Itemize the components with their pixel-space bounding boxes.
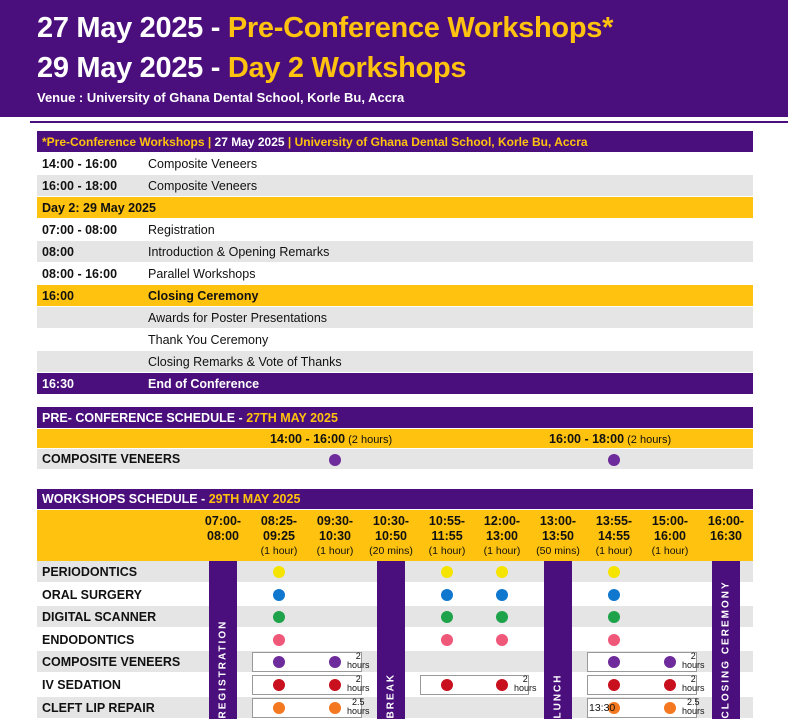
column-duration: (50 mins) (536, 545, 580, 557)
ws-title-b: 29TH MAY 2025 (208, 492, 301, 506)
column-end: 16:30 (710, 529, 742, 543)
column-duration: (1 hour) (651, 545, 689, 557)
column-start: 07:00- (204, 514, 242, 528)
session-dot (329, 679, 341, 691)
header-title-2: Day 2 Workshops (227, 52, 467, 84)
note-value: 2.5 (352, 696, 365, 707)
column-headers (37, 514, 753, 560)
row-desc: Awards for Poster Presentations (148, 310, 328, 325)
slot-1 (270, 432, 392, 446)
column-start: 12:00- (483, 514, 521, 528)
column-end: 14:55 (598, 529, 630, 543)
workshop-label: IV SEDATION (42, 678, 121, 692)
program-row (37, 263, 753, 285)
column-header (195, 514, 251, 544)
duration-note (347, 675, 370, 693)
session-dot (329, 454, 341, 466)
session-dot (496, 566, 508, 578)
page-header (0, 0, 788, 117)
header-line-2 (37, 52, 466, 85)
duration-note (514, 675, 537, 693)
row-time: 14:00 - 16:00 (42, 156, 118, 171)
row-desc: Registration (148, 222, 215, 237)
column-end: 08:00 (207, 529, 239, 543)
pre-title-a: PRE- CONFERENCE SCHEDULE - (42, 410, 247, 425)
pre-schedule-times (37, 429, 753, 449)
note-unit: hours (682, 683, 705, 693)
row-label: COMPOSITE VENEERS (42, 452, 181, 466)
session-box (587, 675, 697, 695)
row-desc: Thank You Ceremony (148, 332, 269, 347)
row-desc: Composite Veneers (148, 178, 258, 193)
program-row (37, 241, 753, 263)
column-header (363, 514, 419, 559)
column-duration: (1 hour) (316, 545, 354, 557)
session-dot (608, 679, 620, 691)
row-time: 07:00 - 08:00 (42, 222, 118, 237)
session-dot (329, 702, 341, 714)
column-start: 15:00- (651, 514, 689, 528)
column-header (586, 514, 642, 559)
registration-bar-label: REGISTRATION (217, 619, 229, 719)
note-unit: hours (682, 705, 705, 716)
pre-schedule-row (37, 449, 753, 470)
column-start: 08:25- (260, 514, 298, 528)
row-desc: Introduction & Opening Remarks (148, 244, 330, 259)
slot-2-duration: (2 hours) (624, 433, 672, 446)
divider (30, 121, 788, 123)
workshops-title-text (37, 492, 300, 506)
session-dot (664, 702, 676, 714)
session-box (587, 652, 697, 672)
duration-note (347, 698, 370, 716)
session-box (252, 698, 362, 718)
program-row (37, 307, 753, 329)
session-dot (496, 679, 508, 691)
session-dot (273, 702, 285, 714)
column-duration: (1 hour) (483, 545, 521, 557)
note-unit: hours (682, 660, 705, 671)
banner-a: *Pre-Conference Workshops | (42, 134, 215, 149)
session-dot (608, 634, 620, 646)
row-desc: Parallel Workshops (148, 266, 256, 281)
slot-2 (549, 432, 671, 446)
session-dot (441, 566, 453, 578)
column-end: 10:50 (375, 529, 407, 543)
note-value: 2.5 (687, 696, 700, 707)
session-box (420, 675, 529, 695)
column-end: 16:00 (654, 529, 686, 543)
program-row (37, 175, 753, 197)
workshop-label: PERIODONTICS (42, 565, 138, 579)
header-date-2: 29 May 2025 - (37, 52, 228, 84)
column-end: 10:30 (319, 529, 351, 543)
slot-1-duration: (2 hours) (345, 433, 393, 446)
workshop-label: ORAL SURGERY (42, 587, 143, 602)
column-duration: (1 hour) (260, 545, 298, 557)
session-box (252, 675, 362, 695)
pre-title-b: 27TH MAY 2025 (246, 410, 338, 425)
column-header (698, 514, 754, 544)
row-desc: Closing Ceremony (148, 288, 259, 303)
program-banner (37, 131, 753, 153)
session-dot (441, 679, 453, 691)
closing-ceremony-bar (712, 561, 740, 719)
session-dot (273, 589, 285, 601)
column-duration: (1 hour) (595, 545, 633, 557)
program-row (37, 153, 753, 175)
note-value: 2 (355, 651, 361, 662)
workshops-schedule (37, 489, 753, 721)
column-header (419, 514, 475, 559)
pre-schedule-title (37, 407, 753, 429)
column-header (474, 514, 530, 559)
start-time-label: 13:30 (589, 701, 616, 714)
column-start: 13:00- (539, 514, 577, 528)
duration-note (682, 652, 705, 670)
header-line-1 (37, 12, 613, 45)
column-header (530, 514, 586, 559)
slot-2-time: 16:00 - 18:00 (549, 431, 625, 446)
duration-note (682, 698, 705, 716)
session-box (252, 652, 362, 672)
column-start: 10:30- (372, 514, 410, 528)
duration-note (347, 652, 370, 670)
column-duration: (1 hour) (428, 545, 466, 557)
session-dot (273, 679, 285, 691)
session-dot (608, 566, 620, 578)
column-end: 11:55 (431, 529, 463, 543)
program-row-closing (37, 285, 753, 307)
slot-1-time: 14:00 - 16:00 (270, 431, 346, 446)
column-start: 16:00- (707, 514, 745, 528)
note-value: 2 (690, 674, 696, 684)
duration-note (682, 675, 705, 693)
break-bar (377, 561, 405, 719)
lunch-bar (544, 561, 572, 719)
row-desc: End of Conference (148, 376, 260, 391)
row-time: 16:00 - 18:00 (42, 178, 118, 193)
column-start: 10:55- (428, 514, 466, 528)
column-header (642, 514, 698, 559)
header-title-1: Pre-Conference Workshops* (227, 12, 614, 44)
program-row (37, 329, 753, 351)
session-dot (608, 454, 620, 466)
column-end: 09:25 (263, 529, 295, 543)
banner-b: 27 May 2025 (214, 134, 285, 149)
column-end: 13:00 (486, 529, 518, 543)
row-time: 08:00 (42, 244, 74, 259)
registration-bar (209, 561, 237, 719)
session-dot (273, 634, 285, 646)
session-dot (273, 566, 285, 578)
header-date-1: 27 May 2025 - (37, 12, 228, 44)
note-unit: hours (347, 660, 370, 671)
column-start: 09:30- (316, 514, 354, 528)
row-time: 16:00 (42, 288, 74, 303)
note-value: 2 (522, 674, 528, 684)
program-banner-text (42, 135, 588, 149)
break-bar-label: BREAK (385, 673, 397, 719)
workshop-label: CLEFT LIP REPAIR (42, 700, 155, 715)
column-end: 13:50 (542, 529, 574, 543)
column-duration: (20 mins) (369, 545, 413, 557)
workshop-label: ENDODONTICS (42, 632, 135, 647)
note-value: 2 (355, 674, 361, 684)
session-dot (496, 589, 508, 601)
column-start: 13:55- (595, 514, 633, 528)
row-time: Day 2: 29 May 2025 (42, 200, 156, 215)
closing-ceremony-bar-label: CLOSING CEREMONY (720, 580, 732, 719)
session-dot (441, 589, 453, 601)
session-dot (496, 634, 508, 646)
row-time: 16:30 (42, 376, 74, 391)
workshop-label: DIGITAL SCANNER (42, 610, 157, 625)
program-row (37, 219, 753, 241)
row-desc: Composite Veneers (148, 156, 258, 171)
session-dot (441, 634, 453, 646)
program-row (37, 351, 753, 373)
venue-text: Venue : University of Ghana Dental School, Korle Bu, Accra (37, 90, 405, 105)
workshop-label: COMPOSITE VENEERS (42, 655, 181, 670)
lunch-bar-label: LUNCH (552, 673, 564, 719)
column-header (251, 514, 307, 559)
row-time: 08:00 - 16:00 (42, 266, 118, 281)
ws-title-a: WORKSHOPS SCHEDULE - (42, 492, 209, 506)
pre-title-text (37, 411, 338, 425)
banner-c: | University of Ghana Dental School, Korle Bu, Accra (284, 134, 588, 149)
note-unit: hours (347, 705, 370, 716)
note-unit: hours (514, 683, 537, 693)
program-table (37, 131, 753, 395)
program-row-end (37, 373, 753, 395)
workshops-title (37, 489, 753, 510)
note-unit: hours (347, 683, 370, 693)
program-row-day2 (37, 197, 753, 219)
note-value: 2 (690, 651, 696, 662)
session-dot (664, 679, 676, 691)
session-dot (608, 589, 620, 601)
pre-conference-schedule (37, 407, 753, 470)
column-header (307, 514, 363, 559)
row-desc: Closing Remarks & Vote of Thanks (148, 354, 342, 369)
